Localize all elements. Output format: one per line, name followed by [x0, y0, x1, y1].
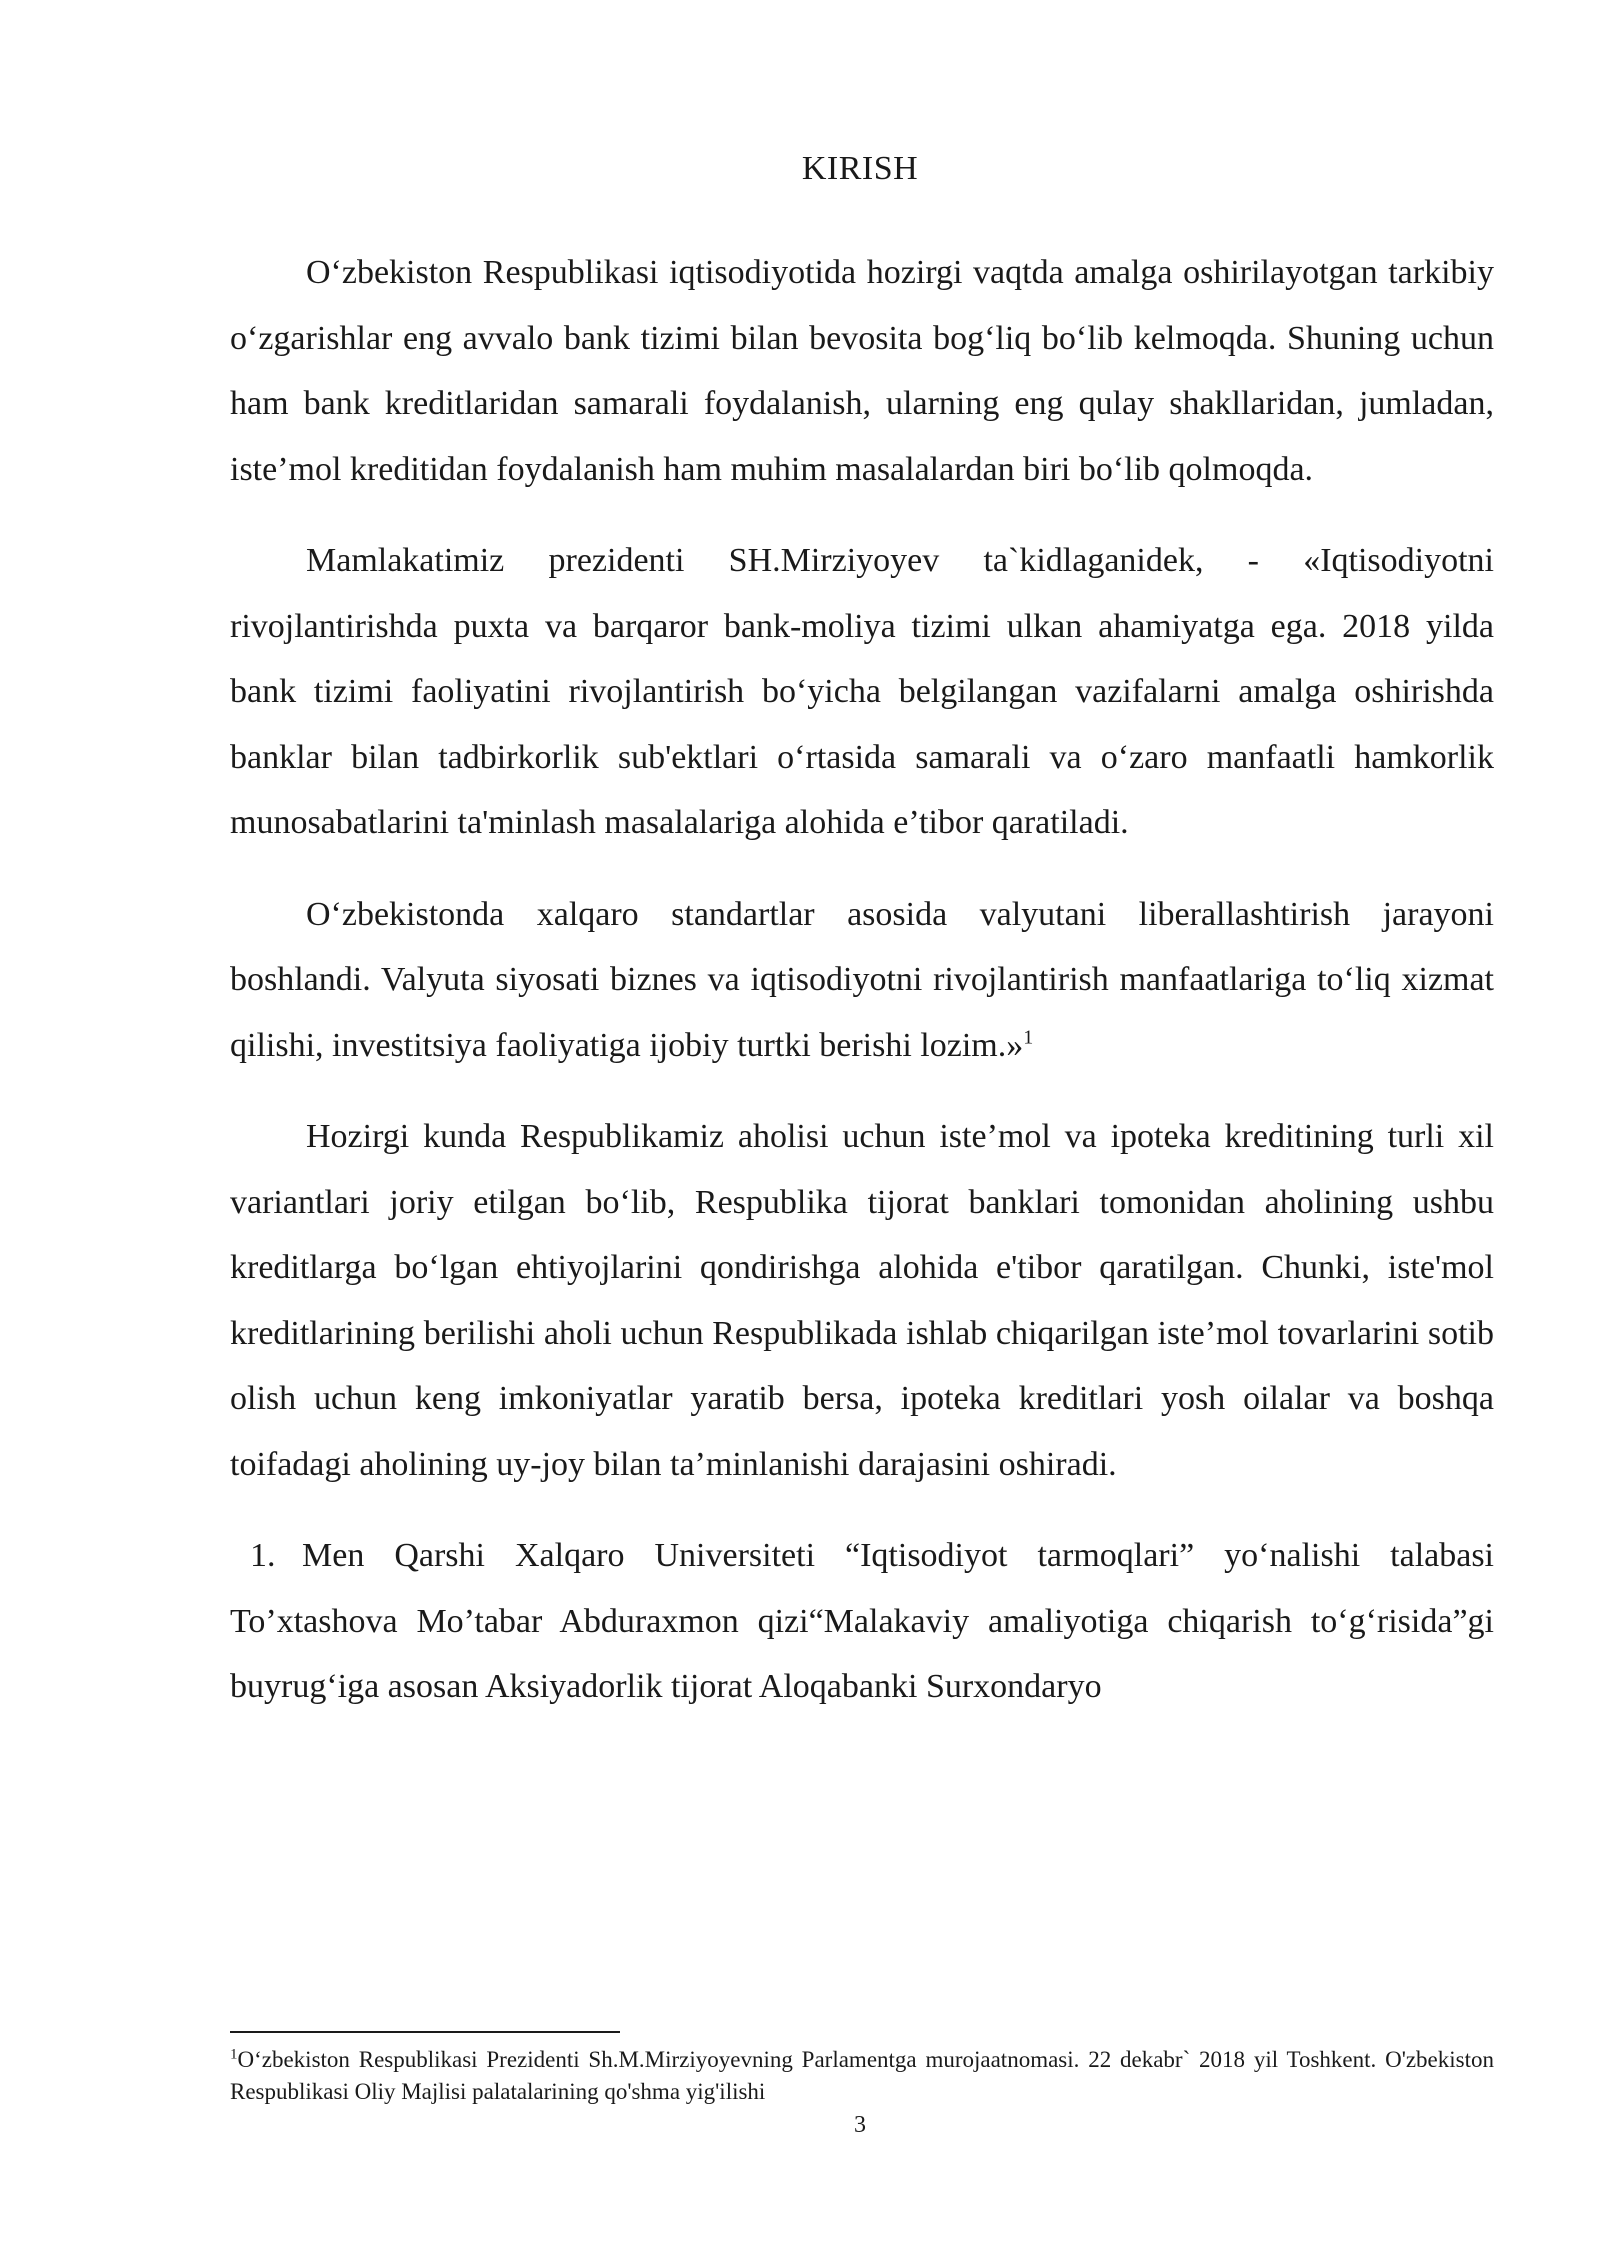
- paragraph: [230, 1104, 1494, 1497]
- paragraph-text: Mamlakatimiz prezidenti SH.Mirziyoyev ta`kidlaganidek, - «Iqtisodiyotni rivojlantirishda puxta va barqaror bank-moliya tizimi ulkan ahamiyatga ega. 2018 yilda bank tizimi faoliyatini rivojlantirish bo‘yicha belgilangan vazifalarni amalga oshirishda banklar bilan tadbirkorlik sub'ektlari o‘rtasida samarali va o‘zaro manfaatli hamkorlik munosabatlarini ta'minlash masalalariga alohida e’tibor qaratiladi.: [230, 542, 1494, 841]
- list-item: [230, 1523, 1494, 1720]
- footnote-marker: 1: [230, 2046, 238, 2063]
- paragraph-text: O‘zbekistonda xalqaro standartlar asosida valyutani liberallashtirish jarayoni boshlandi. Valyuta siyosati biznes va iqtisodiyotni rivojlantirish manfaatlariga to‘liq xizmat qilishi, investitsiya faoliyatiga ijobiy turtki berishi lozim.»: [230, 895, 1494, 1064]
- footnote: [230, 2044, 1494, 2108]
- body-text: [230, 240, 1494, 1720]
- footnote-text: O‘zbekiston Respublikasi Prezidenti Sh.M.Mirziyoyevning Parlamentga murojaatnomasi. 22 dekabr` 2018 yil Toshkent. O'zbekiston Respublikasi Oliy Majlisi palatalarining qo'shma yig'ilishi: [230, 2047, 1494, 2104]
- page-heading: KIRISH: [801, 150, 919, 187]
- paragraph: [230, 240, 1494, 502]
- footnote-separator: [230, 2031, 620, 2033]
- paragraph: [230, 528, 1494, 856]
- paragraph-text: Hozirgi kunda Respublikamiz aholisi uchun iste’mol va ipoteka kreditining turli xil variantlari joriy etilgan bo‘lib, Respublika tijorat banklari tomonidan aholining ushbu kreditlarga bo‘lgan ehtiyojlarini qondirishga alohida e'tibor qaratilgan. Chunki, iste'mol kreditlarining berilishi aholi uchun Respublikada ishlab chiqarilgan iste’mol tovarlarini sotib olish uchun keng imkoniyatlar yaratib bersa, ipoteka kreditlari yosh oilalar va boshqa toifadagi aholining uy-joy bilan ta’minlanishi darajasini oshiradi.: [230, 1118, 1494, 1483]
- footnote-reference[interactable]: 1: [1023, 1026, 1034, 1049]
- list-item-text: Men Qarshi Xalqaro Universiteti “Iqtisodiyot tarmoqlari” yo‘nalishi talabasi To’xtashova Mo’tabar Abduraxmon qizi“Malakaviy amaliyotiga chiqarish to‘g‘risida”gi buyrug‘iga asosan Aksiyadorlik tijorat Aloqabanki Surxondaryo: [230, 1537, 1494, 1705]
- list-item-number: 1.: [250, 1537, 276, 1574]
- paragraph: [230, 882, 1494, 1079]
- paragraph-text: O‘zbekiston Respublikasi iqtisodiyotida hozirgi vaqtda amalga oshirilayotgan tarkibiy o‘zgarishlar eng avvalo bank tizimi bilan bevosita bog‘liq bo‘lib kelmoqda. Shuning uchun ham bank kreditlaridan samarali foydalanish, ularning eng qulay shakllaridan, jumladan, iste’mol kreditidan foydalanish ham muhim masalalardan biri bo‘lib qolmoqda.: [230, 254, 1494, 488]
- page-number: 3: [854, 2112, 866, 2138]
